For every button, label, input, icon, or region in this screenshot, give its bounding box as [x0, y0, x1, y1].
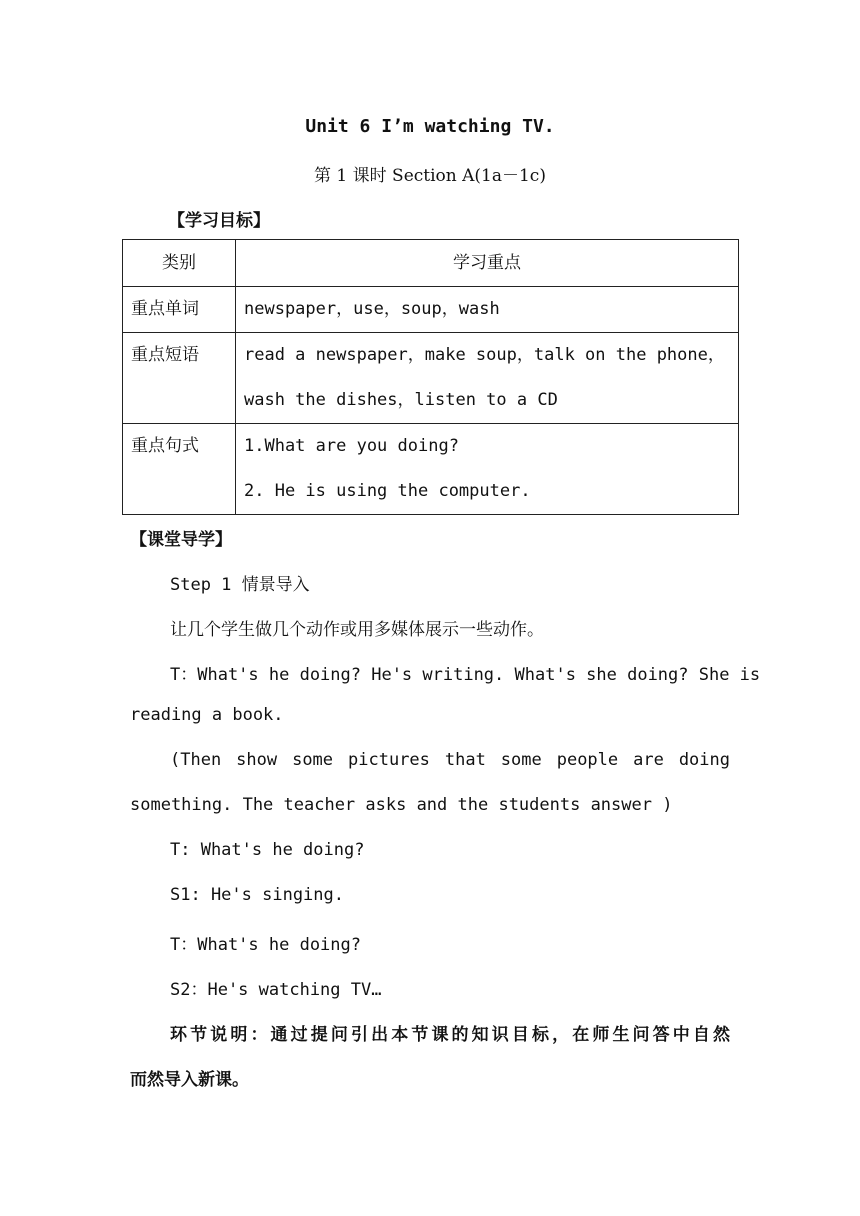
note-line: 而然导入新课。 [130, 1070, 249, 1090]
row-content: 2. He is using the computer. [244, 481, 531, 501]
row-label: 重点短语 [131, 345, 199, 365]
class-heading: 【课堂导学】 [130, 530, 232, 550]
goals-table [122, 239, 739, 515]
dialog-line: reading a book. [130, 705, 284, 725]
row-content: newspaper，use，soup，wash [244, 299, 500, 319]
row-content: read a newspaper，make soup，talk on the phone， [244, 345, 725, 365]
row-content: 1.What are you doing? [244, 436, 459, 456]
table-header-category: 类别 [123, 240, 236, 287]
lesson-subtitle: 第 1 课时 Section A(1a－1c) [314, 166, 546, 186]
intro-text: 让几个学生做几个动作或用多媒体展示一些动作。 [170, 620, 544, 640]
table-row [123, 287, 739, 333]
dialog-line: T：What's he doing? He's writing. What's she doing? She is [170, 665, 761, 685]
goals-heading: 【学习目标】 [168, 211, 270, 231]
row-label: 重点单词 [131, 299, 199, 319]
dialog-line: T: What's he doing? [170, 840, 365, 860]
table-row [123, 333, 739, 424]
page-title: Unit 6 I’m watching TV. [305, 116, 555, 137]
dialog-line: T：What's he doing? [170, 935, 361, 955]
dialog-line: S2：He's watching TV… [170, 980, 382, 1000]
table-header-row [123, 240, 739, 287]
table-header-focus: 学习重点 [236, 240, 739, 287]
step-heading: Step 1 情景导入 [170, 575, 310, 595]
dialog-line: S1: He's singing. [170, 885, 344, 905]
row-content: wash the dishes，listen to a CD [244, 390, 558, 410]
table-row [123, 424, 739, 515]
note-line: 环节说明：通过提问引出本节课的知识目标，在师生问答中自然 [170, 1025, 730, 1045]
paragraph-line: something. The teacher asks and the students answer ) [130, 795, 673, 815]
row-label: 重点句式 [131, 436, 199, 456]
paragraph-line: (Then show some pictures that some people are doing [170, 750, 730, 770]
